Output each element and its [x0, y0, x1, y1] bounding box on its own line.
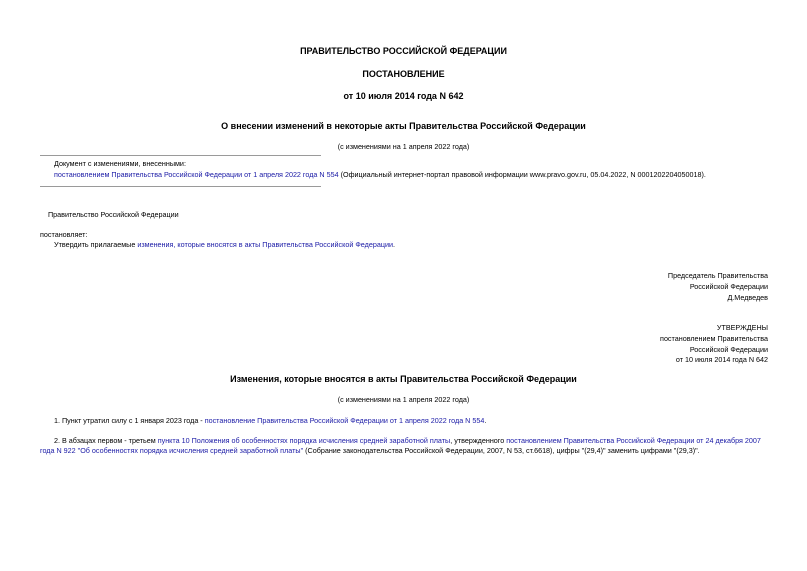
government-heading: ПРАВИТЕЛЬСТВО РОССИЙСКОЙ ФЕДЕРАЦИИ — [300, 46, 507, 56]
changes-label: Документ с изменениями, внесенными: — [54, 159, 186, 168]
annex-item-2-line1 — [54, 436, 761, 445]
signature-position: Председатель Правительства — [667, 271, 768, 280]
approve-paragraph — [54, 240, 395, 249]
amending-act-source: (Официальный интернет-портал правовой информации www.pravo.gov.ru, 05.04.2022, N 0001202204050018). — [338, 170, 706, 179]
approved-changes-link[interactable]: изменения, которые вносятся в акты Правительства Российской Федерации — [137, 240, 393, 249]
changes-bottom-rule — [40, 186, 321, 187]
annex-item-1 — [54, 416, 486, 425]
approved-heading: УТВЕРЖДЕНЫ — [716, 323, 768, 332]
changes-line — [54, 170, 706, 179]
signature-name: Д.Медведев — [727, 293, 768, 302]
annex-title: Изменения, которые вносятся в акты Правительства Российской Федерации — [230, 374, 577, 384]
item1-act-link[interactable]: постановление Правительства Российской Федерации от 1 апреля 2022 года N 554 — [204, 416, 485, 425]
approve-prefix: Утвердить прилагаемые — [54, 240, 138, 249]
decree-922-link[interactable]: постановлением Правительства Российской Федерации от 24 декабря 2007 — [506, 436, 761, 445]
approved-by: постановлением Правительства — [660, 334, 768, 343]
document-title: О внесении изменений в некоторые акты Правительства Российской Федерации — [221, 121, 586, 131]
amending-act-link[interactable]: постановлением Правительства Российской Федерации от 1 апреля 2022 года N 554 — [54, 170, 339, 179]
item1-suffix: . — [484, 416, 487, 425]
annex-item-2-line2 — [40, 446, 700, 455]
body-verb: постановляет: — [40, 230, 88, 239]
decree-922-link-cont[interactable]: года N 922 "Об особенностях порядка исчисления средней заработной платы" — [40, 446, 304, 455]
item1-prefix: 1. Пункт утратил силу с 1 января 2023 года - — [54, 416, 205, 425]
document-type: ПОСТАНОВЛЕНИЕ — [362, 69, 445, 79]
item2-prefix: 2. В абзацах первом - третьем — [54, 436, 158, 445]
approve-suffix: . — [392, 240, 395, 249]
annex-revision-note: (с изменениями на 1 апреля 2022 года) — [337, 395, 470, 404]
approved-body: Российской Федерации — [689, 345, 768, 354]
signature-body: Российской Федерации — [689, 282, 768, 291]
revision-note: (с изменениями на 1 апреля 2022 года) — [337, 142, 470, 151]
approved-date: от 10 июля 2014 года N 642 — [675, 355, 768, 364]
item2-tail: (Собрание законодательства Российской Федерации, 2007, N 53, ст.6618), цифры "(29,4)" заменить цифрами "(29,3)". — [303, 446, 700, 455]
regulation-point-10-link[interactable]: пункта 10 Положения об особенностях порядка исчисления средней заработной платы — [157, 436, 451, 445]
body-subject: Правительство Российской Федерации — [48, 210, 179, 219]
changes-top-rule — [40, 155, 321, 156]
item2-mid: , утвержденного — [450, 436, 507, 445]
document-date-number: от 10 июля 2014 года N 642 — [343, 91, 464, 101]
